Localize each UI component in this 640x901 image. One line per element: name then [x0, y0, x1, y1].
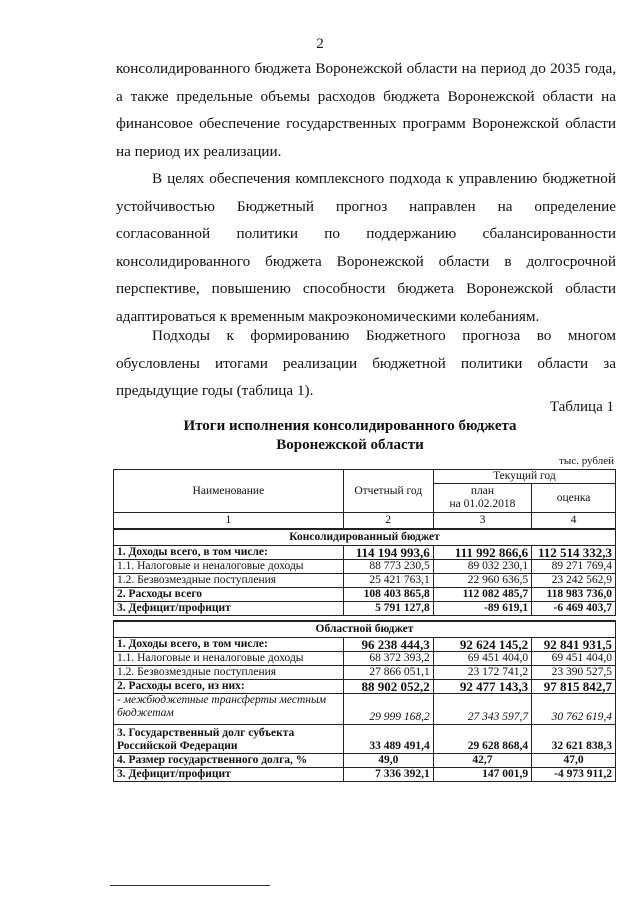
paragraph-intro — [116, 55, 616, 165]
table-row — [114, 754, 616, 768]
row-label: 2. Расходы всего — [114, 588, 344, 602]
text-line: финансовое обеспечение государственных программ Воронежской области — [116, 115, 616, 132]
cell-reporting: 96 238 444,3 — [343, 638, 433, 652]
header-estimate: оценка — [532, 484, 616, 513]
cell-estimate: 30 762 619,4 — [532, 694, 616, 725]
cell-plan: 92 624 145,2 — [433, 638, 531, 652]
text-line: предыдущие годы (таблица 1). — [116, 382, 314, 399]
cell-plan: 27 343 597,7 — [433, 694, 531, 725]
text-line: на период их реализации. — [116, 142, 282, 160]
text-line: а также предельные объемы расходов бюджета Воронежской области на — [116, 87, 616, 105]
cell-reporting: 7 336 392,1 — [343, 768, 433, 782]
row-label: 3. Государственный долг субъекта Российской Федерации — [114, 725, 344, 754]
budget-table — [113, 469, 616, 782]
table-row — [114, 680, 616, 694]
section-regional: Областной бюджет — [114, 621, 616, 638]
cell-estimate: 118 983 736,0 — [532, 588, 616, 602]
row-label: 3. Дефицит/профицит — [114, 768, 344, 782]
cell-reporting: 114 194 993,6 — [343, 546, 433, 560]
cell-estimate: 92 841 931,5 — [532, 638, 616, 652]
row-label: - межбюджетные трансферты местным бюджетам — [114, 694, 344, 725]
row-label: 1. Доходы всего, в том числе: — [114, 638, 344, 652]
row-label: 2. Расходы всего, из них: — [114, 680, 344, 694]
text-line: Подходы к формированию Бюджетного прогноза во многом — [152, 327, 616, 344]
table-row — [114, 694, 616, 725]
cell-plan: 89 032 230,1 — [433, 560, 531, 574]
paragraph-purpose — [116, 165, 616, 330]
header-reporting-year: Отчетный год — [343, 470, 433, 513]
header-current-year: Текущий год — [433, 470, 615, 484]
text-line: консолидированного бюджета Воронежской области на период до 2035 года, — [116, 60, 616, 77]
cell-reporting: 27 866 051,1 — [343, 666, 433, 680]
cell-plan: -89 619,1 — [433, 602, 531, 616]
row-label: 1.1. Налоговые и неналоговые доходы — [114, 560, 344, 574]
cell-estimate: 89 271 769,4 — [532, 560, 616, 574]
text-line: В целях обеспечения комплексного подхода к управлению бюджетной — [152, 170, 616, 187]
row-label: 4. Размер государственного долга, % — [114, 754, 344, 768]
cell-estimate: 32 621 838,3 — [532, 725, 616, 754]
row-label: 1.2. Безвозмездные поступления — [114, 666, 344, 680]
cell-estimate: 23 242 562,9 — [532, 574, 616, 588]
cell-estimate: -4 973 911,2 — [532, 768, 616, 782]
cell-reporting: 49,0 — [343, 754, 433, 768]
table-row — [114, 588, 616, 602]
text-line: консолидированного бюджета Воронежской области в долгосрочной — [116, 252, 616, 270]
header-plan-line: план — [470, 485, 495, 497]
column-number: 2 — [343, 513, 433, 530]
cell-plan: 23 172 741,2 — [433, 666, 531, 680]
section-consolidated: Консолидированный бюджет — [114, 529, 616, 546]
cell-plan: 69 451 404,0 — [433, 652, 531, 666]
table-row — [114, 768, 616, 782]
text-line: адаптироваться к временным макроэкономическими колебаниям. — [116, 307, 540, 325]
cell-estimate: 47,0 — [532, 754, 616, 768]
header-plan — [433, 484, 531, 513]
cell-estimate: 112 514 332,3 — [532, 546, 616, 560]
cell-reporting: 88 773 230,5 — [343, 560, 433, 574]
cell-reporting: 5 791 127,8 — [343, 602, 433, 616]
cell-estimate: 23 390 527,5 — [532, 666, 616, 680]
column-number: 1 — [114, 513, 344, 530]
cell-plan: 29 628 868,4 — [433, 725, 531, 754]
text-line: согласованной политики по поддержанию сбалансированности — [116, 225, 616, 242]
table-row — [114, 560, 616, 574]
table-row — [114, 666, 616, 680]
cell-reporting: 25 421 763,1 — [343, 574, 433, 588]
cell-reporting: 68 372 393,2 — [343, 652, 433, 666]
cell-plan: 112 082 485,7 — [433, 588, 531, 602]
cell-plan: 42,7 — [433, 754, 531, 768]
table-title — [150, 417, 550, 455]
table-row — [114, 638, 616, 652]
table-title-line: Воронежской области — [276, 437, 424, 453]
cell-plan: 111 992 866,6 — [433, 546, 531, 560]
table-units: тыс. рублей — [559, 455, 614, 467]
cell-reporting: 108 403 865,8 — [343, 588, 433, 602]
header-name: Наименование — [114, 470, 344, 513]
cell-reporting: 33 489 491,4 — [343, 725, 433, 754]
row-label: 1.1. Налоговые и неналоговые доходы — [114, 652, 344, 666]
paragraph-approaches — [116, 322, 616, 405]
table-row — [114, 546, 616, 560]
cell-estimate: 97 815 842,7 — [532, 680, 616, 694]
text-line: обусловлены итогами реализации бюджетной политики области за — [116, 354, 616, 372]
cell-plan: 22 960 636,5 — [433, 574, 531, 588]
cell-plan: 147 001,9 — [433, 768, 531, 782]
table-label: Таблица 1 — [549, 399, 614, 415]
cell-plan: 92 477 143,3 — [433, 680, 531, 694]
text-line: перспективе, повышению способности бюджета Воронежской области — [116, 280, 616, 297]
table-row — [114, 725, 616, 754]
table-row — [114, 574, 616, 588]
header-plan-line: на 01.02.2018 — [449, 498, 516, 510]
row-label: 1.2. Безвозмездные поступления — [114, 574, 344, 588]
text-line: устойчивостью Бюджетный прогноз направлен на определение — [116, 197, 616, 215]
row-label: 1. Доходы всего, в том числе: — [114, 546, 344, 560]
table-title-line: Итоги исполнения консолидированного бюджета — [183, 418, 517, 434]
column-number: 3 — [433, 513, 531, 530]
cell-estimate: -6 469 403,7 — [532, 602, 616, 616]
cell-reporting: 29 999 168,2 — [343, 694, 433, 725]
column-number: 4 — [532, 513, 616, 530]
cell-reporting: 88 902 052,2 — [343, 680, 433, 694]
table-row — [114, 652, 616, 666]
table-row — [114, 602, 616, 616]
cell-estimate: 69 451 404,0 — [532, 652, 616, 666]
row-label: 3. Дефицит/профицит — [114, 602, 344, 616]
page-number: 2 — [316, 36, 324, 52]
footnote-divider — [110, 885, 270, 886]
